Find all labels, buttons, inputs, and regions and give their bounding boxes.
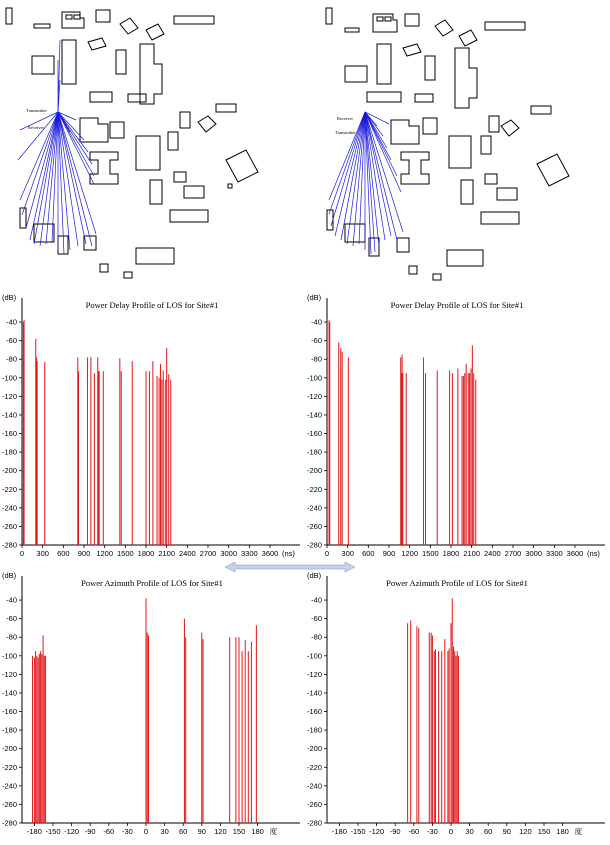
x-tick-label: 1500 [421, 549, 439, 558]
building [100, 264, 108, 272]
y-tick-label: -220 [306, 762, 322, 772]
site-map-right [305, 0, 605, 286]
chart-title: Power Azimuth Profile of LOS for Site#1 [386, 578, 528, 588]
y-tick-label: -100 [1, 651, 17, 661]
x-tick-label: 30 [160, 827, 169, 836]
building [80, 118, 108, 142]
building [58, 236, 68, 254]
y-tick-label: -280 [306, 818, 322, 828]
x-tick-label: -30 [121, 827, 133, 836]
building [168, 132, 178, 150]
building [531, 106, 551, 114]
y-tick-label: -120 [306, 391, 322, 401]
building [184, 186, 204, 198]
building [327, 210, 333, 230]
y-tick-label: -40 [6, 595, 17, 605]
y-tick-label: -180 [306, 725, 322, 735]
building [461, 180, 473, 204]
building [226, 150, 258, 182]
building [481, 136, 491, 154]
y-tick-label: -60 [6, 614, 17, 624]
building [397, 238, 409, 252]
building [455, 48, 477, 108]
receiver-label: Receiver [337, 116, 353, 121]
building [345, 66, 367, 82]
building [198, 116, 216, 132]
y-tick-label: -120 [306, 669, 322, 679]
y-tick-label: -40 [6, 317, 17, 327]
building [485, 174, 497, 184]
y-tick-label: -200 [1, 744, 17, 754]
x-tick-label: 2100 [463, 549, 481, 558]
x-tick-label: 150 [232, 827, 246, 836]
x-tick-label: -90 [389, 827, 401, 836]
building [377, 44, 391, 84]
building [96, 10, 110, 22]
building [481, 212, 519, 224]
building [415, 94, 433, 102]
x-tick-label: 180 [556, 827, 569, 836]
x-axis-unit: 度 [574, 827, 583, 836]
x-tick-label: 900 [382, 549, 396, 558]
building [433, 274, 441, 280]
building [170, 210, 208, 222]
x-tick-label: 180 [251, 827, 264, 836]
y-tick-label: -60 [311, 614, 322, 624]
building [459, 30, 477, 46]
y-tick-label: -180 [1, 447, 17, 457]
x-tick-label: 300 [341, 549, 354, 558]
x-tick-label: 900 [77, 549, 91, 558]
x-tick-label: 1800 [137, 549, 155, 558]
x-tick-label: 120 [519, 827, 532, 836]
building [449, 136, 471, 168]
building [88, 38, 106, 50]
y-tick-label: -240 [1, 503, 17, 513]
buildings-left [6, 8, 258, 278]
building [497, 188, 517, 200]
building [174, 172, 186, 182]
y-tick-label: -160 [306, 429, 322, 439]
pdp-chart-left-svg [0, 290, 300, 565]
y-tick-label: -40 [311, 595, 322, 605]
chart-title: Power Azimuth Profile of LOS for Site#1 [81, 578, 223, 588]
ray-path [365, 112, 401, 192]
y-tick-label: -140 [306, 410, 322, 420]
x-tick-label: -180 [26, 827, 42, 836]
building [174, 16, 214, 24]
building [6, 8, 12, 24]
x-tick-label: 0 [19, 549, 25, 558]
y-tick-label: -160 [306, 707, 322, 717]
x-tick-label: 2400 [483, 549, 501, 558]
building [403, 44, 421, 56]
transmitter-label: Transmitter [335, 130, 356, 135]
building [423, 118, 437, 134]
x-tick-label: -120 [64, 827, 80, 836]
building [326, 8, 332, 24]
y-tick-label: -160 [1, 429, 17, 439]
y-tick-label: -80 [6, 354, 17, 364]
x-tick-label: -60 [408, 827, 420, 836]
ray-path [329, 112, 365, 214]
x-tick-label: -30 [426, 827, 438, 836]
building [435, 20, 453, 36]
site-map-left-svg [0, 0, 300, 286]
x-tick-label: 0 [143, 827, 149, 836]
building [140, 44, 162, 104]
y-tick-label: -140 [306, 688, 322, 698]
y-tick-label: -140 [1, 688, 17, 698]
y-tick-label: -280 [1, 818, 17, 828]
building [20, 208, 26, 228]
chart-title: Power Delay Profile of LOS for Site#1 [390, 300, 524, 310]
x-tick-label: 300 [36, 549, 49, 558]
y-tick-label: -240 [1, 781, 17, 791]
x-tick-label: 600 [362, 549, 375, 558]
site-map-right-svg [305, 0, 605, 286]
x-axis-unit: (ns) [587, 549, 600, 558]
y-axis-unit: (dB) [307, 571, 322, 580]
building [425, 56, 435, 80]
building [62, 40, 76, 84]
building [110, 122, 124, 138]
y-tick-label: -100 [306, 651, 322, 661]
x-tick-label: 3600 [566, 549, 584, 558]
building [216, 104, 236, 112]
x-tick-label: 120 [214, 827, 227, 836]
pdp-chart-right-svg [305, 290, 605, 565]
y-tick-label: -260 [306, 799, 322, 809]
x-tick-label: 3000 [220, 549, 238, 558]
y-tick-label: -180 [1, 725, 17, 735]
building [74, 15, 80, 19]
x-tick-label: -120 [369, 827, 385, 836]
transmitter-label: Transmitter [26, 108, 47, 113]
building [66, 15, 72, 19]
y-tick-label: -200 [306, 466, 322, 476]
x-tick-label: 60 [179, 827, 188, 836]
y-tick-label: -260 [306, 521, 322, 531]
pdp-chart-left [0, 290, 300, 565]
y-tick-label: -60 [311, 336, 322, 346]
x-tick-label: 3300 [545, 549, 563, 558]
x-tick-label: 2100 [158, 549, 176, 558]
building [150, 180, 162, 204]
x-tick-label: 1200 [401, 549, 419, 558]
y-tick-label: -80 [311, 354, 322, 364]
building [120, 18, 138, 34]
x-tick-label: 30 [465, 827, 474, 836]
building [385, 17, 391, 21]
building [405, 14, 419, 26]
building [180, 112, 190, 128]
building [447, 250, 483, 266]
y-tick-label: -180 [306, 447, 322, 457]
x-tick-label: 2700 [199, 549, 217, 558]
x-axis-unit: 度 [269, 827, 278, 836]
y-tick-label: -260 [1, 799, 17, 809]
building [128, 94, 146, 102]
ray-path [58, 112, 86, 244]
site-map-left [0, 0, 300, 286]
building [485, 22, 525, 30]
building [367, 92, 401, 102]
building [116, 50, 126, 74]
x-tick-label: 3000 [525, 549, 543, 558]
building [537, 154, 569, 186]
receiver-label: Receiver [28, 125, 44, 130]
building [136, 248, 174, 264]
y-tick-label: -160 [1, 707, 17, 717]
ray-path [365, 112, 391, 236]
paz-chart-right-svg [305, 568, 605, 843]
x-tick-label: 90 [197, 827, 206, 836]
building [124, 272, 132, 278]
y-axis-unit: (dB) [2, 293, 17, 302]
y-tick-label: -240 [306, 781, 322, 791]
x-tick-label: 2400 [178, 549, 196, 558]
ray-path [30, 112, 58, 240]
x-axis-unit: (ns) [282, 549, 295, 558]
y-axis-unit: (dB) [2, 571, 17, 580]
x-tick-label: 1200 [96, 549, 114, 558]
x-tick-label: 0 [448, 827, 454, 836]
y-tick-label: -140 [1, 410, 17, 420]
y-tick-label: -280 [1, 540, 17, 550]
building [146, 24, 164, 40]
x-tick-label: 1500 [116, 549, 134, 558]
x-tick-label: 2700 [504, 549, 522, 558]
building [32, 56, 54, 74]
x-tick-label: 90 [502, 827, 511, 836]
y-tick-label: -100 [306, 373, 322, 383]
y-tick-label: -240 [306, 503, 322, 513]
y-tick-label: -200 [1, 466, 17, 476]
x-tick-label: -180 [331, 827, 347, 836]
building [136, 136, 160, 170]
x-tick-label: 150 [537, 827, 551, 836]
building [489, 116, 499, 132]
y-tick-label: -80 [311, 632, 322, 642]
y-axis-unit: (dB) [307, 293, 322, 302]
y-tick-label: -40 [311, 317, 322, 327]
y-tick-label: -260 [1, 521, 17, 531]
building [34, 24, 50, 28]
paz-chart-right [305, 568, 605, 843]
x-tick-label: 0 [324, 549, 330, 558]
chart-title: Power Delay Profile of LOS for Site#1 [85, 300, 219, 310]
y-tick-label: -200 [306, 744, 322, 754]
x-tick-label: -60 [103, 827, 115, 836]
y-tick-label: -220 [1, 484, 17, 494]
building [377, 17, 383, 21]
building [90, 92, 112, 102]
x-tick-label: 3600 [261, 549, 279, 558]
ray-path [18, 112, 58, 160]
x-tick-label: 60 [484, 827, 493, 836]
x-tick-label: 1800 [442, 549, 460, 558]
ray-paths-left [18, 40, 96, 254]
building [62, 12, 84, 28]
y-tick-label: -120 [1, 391, 17, 401]
building [401, 152, 429, 184]
x-tick-label: -90 [84, 827, 96, 836]
ray-path [365, 112, 403, 232]
y-tick-label: -280 [306, 540, 322, 550]
pdp-chart-right [305, 290, 605, 565]
x-tick-label: -150 [350, 827, 366, 836]
y-tick-label: -60 [6, 336, 17, 346]
building [391, 120, 419, 144]
paz-chart-left [0, 568, 300, 843]
x-tick-label: 3300 [240, 549, 258, 558]
building [501, 120, 519, 136]
x-tick-label: 600 [57, 549, 70, 558]
building [228, 184, 232, 188]
building [345, 28, 359, 32]
y-tick-label: -100 [1, 373, 17, 383]
ray-path [58, 112, 96, 234]
x-tick-label: -150 [45, 827, 61, 836]
y-tick-label: -220 [1, 762, 17, 772]
paz-chart-left-svg [0, 568, 300, 843]
y-tick-label: -80 [6, 632, 17, 642]
building [409, 266, 417, 274]
y-tick-label: -120 [1, 669, 17, 679]
building [90, 152, 118, 184]
y-tick-label: -220 [306, 484, 322, 494]
